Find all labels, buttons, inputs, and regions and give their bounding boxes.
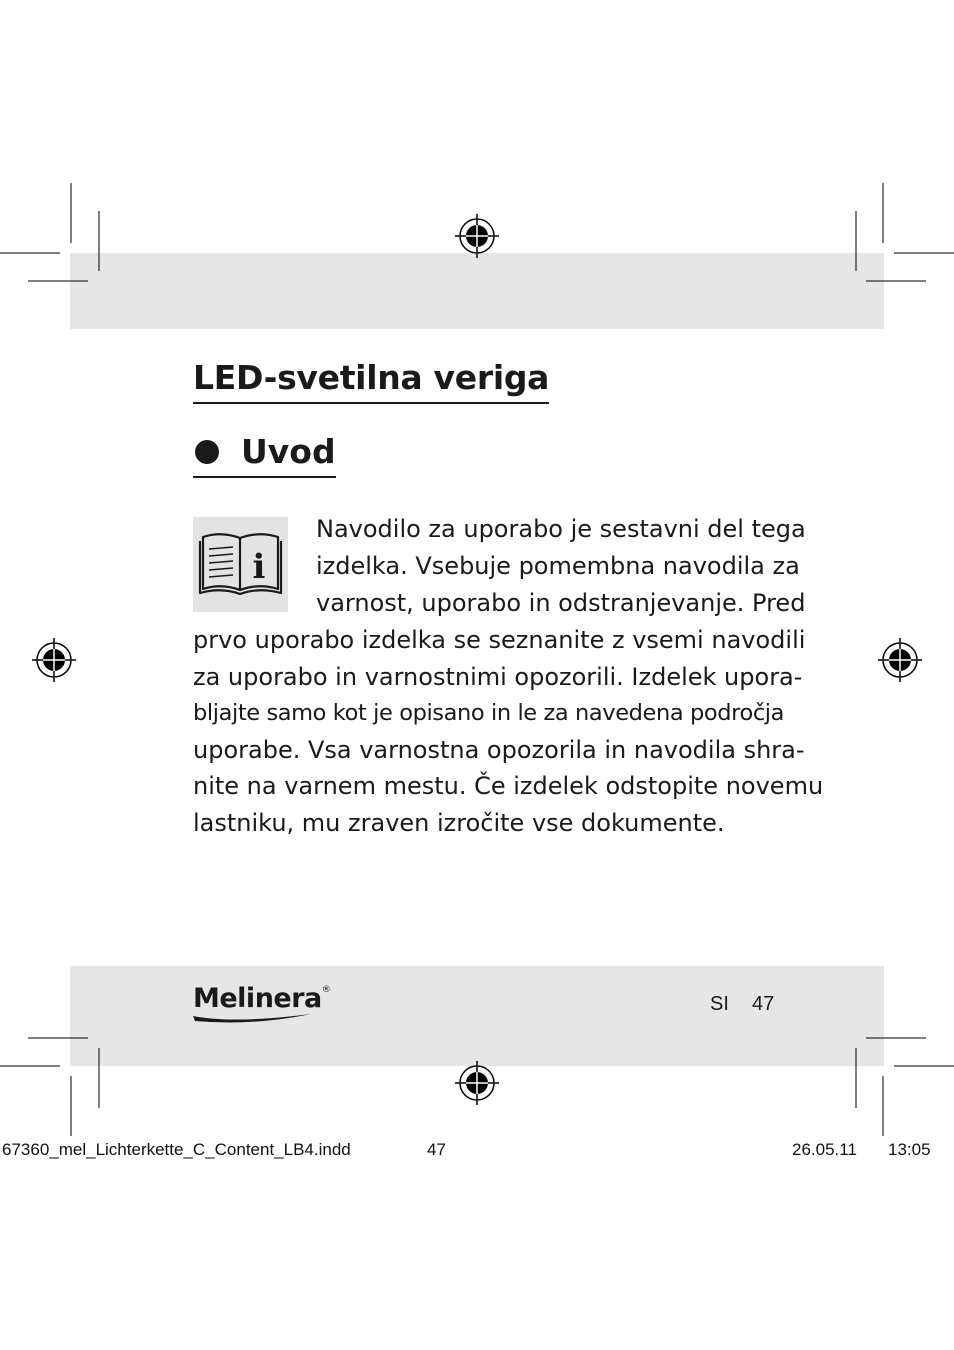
registered-mark: ®	[321, 985, 331, 995]
svg-text:i: i	[252, 547, 266, 587]
body-text-line: prvo uporabo izdelka se seznanite z vsemi navodili	[193, 626, 806, 654]
section-heading	[193, 430, 336, 478]
slug-page: 47	[427, 1140, 446, 1159]
info-manual-icon	[193, 517, 288, 612]
body-text-line: za uporabo in varnostnimi opozorili. Izdelek upora-	[193, 663, 803, 691]
slug-time: 13:05	[888, 1140, 931, 1159]
body-text-line: bljajte samo kot je opisano in le za navedena področja	[193, 700, 785, 726]
brand-logo	[193, 983, 330, 1014]
body-text-line: varnost, uporabo in odstranjevanje. Pred	[316, 589, 806, 617]
section-heading-label: Uvod	[241, 432, 336, 471]
page-number: 47	[752, 993, 775, 1015]
brand-swoosh-icon	[193, 1012, 313, 1026]
body-text-line: nite na varnem mestu. Če izdelek odstopite novemu	[193, 772, 824, 800]
bullet-icon	[195, 440, 219, 464]
body-text-line: izdelka. Vsebuje pomembna navodila za	[316, 552, 800, 580]
registration-mark-icon	[32, 214, 922, 1105]
slug-date: 26.05.11	[792, 1140, 857, 1159]
body-text-line: Navodilo za uporabo je sestavni del tega	[316, 515, 806, 543]
brand-name: Melinera	[193, 983, 322, 1014]
language-code: SI	[710, 993, 729, 1015]
page-title: LED-svetilna veriga	[193, 356, 549, 404]
body-text-line: uporabe. Vsa varnostna opozorila in navodila shra-	[193, 736, 805, 764]
body-text-line: lastniku, mu zraven izročite vse dokumente.	[193, 809, 725, 837]
slug-filename: 67360_mel_Lichterkette_C_Content_LB4.indd	[2, 1140, 351, 1159]
